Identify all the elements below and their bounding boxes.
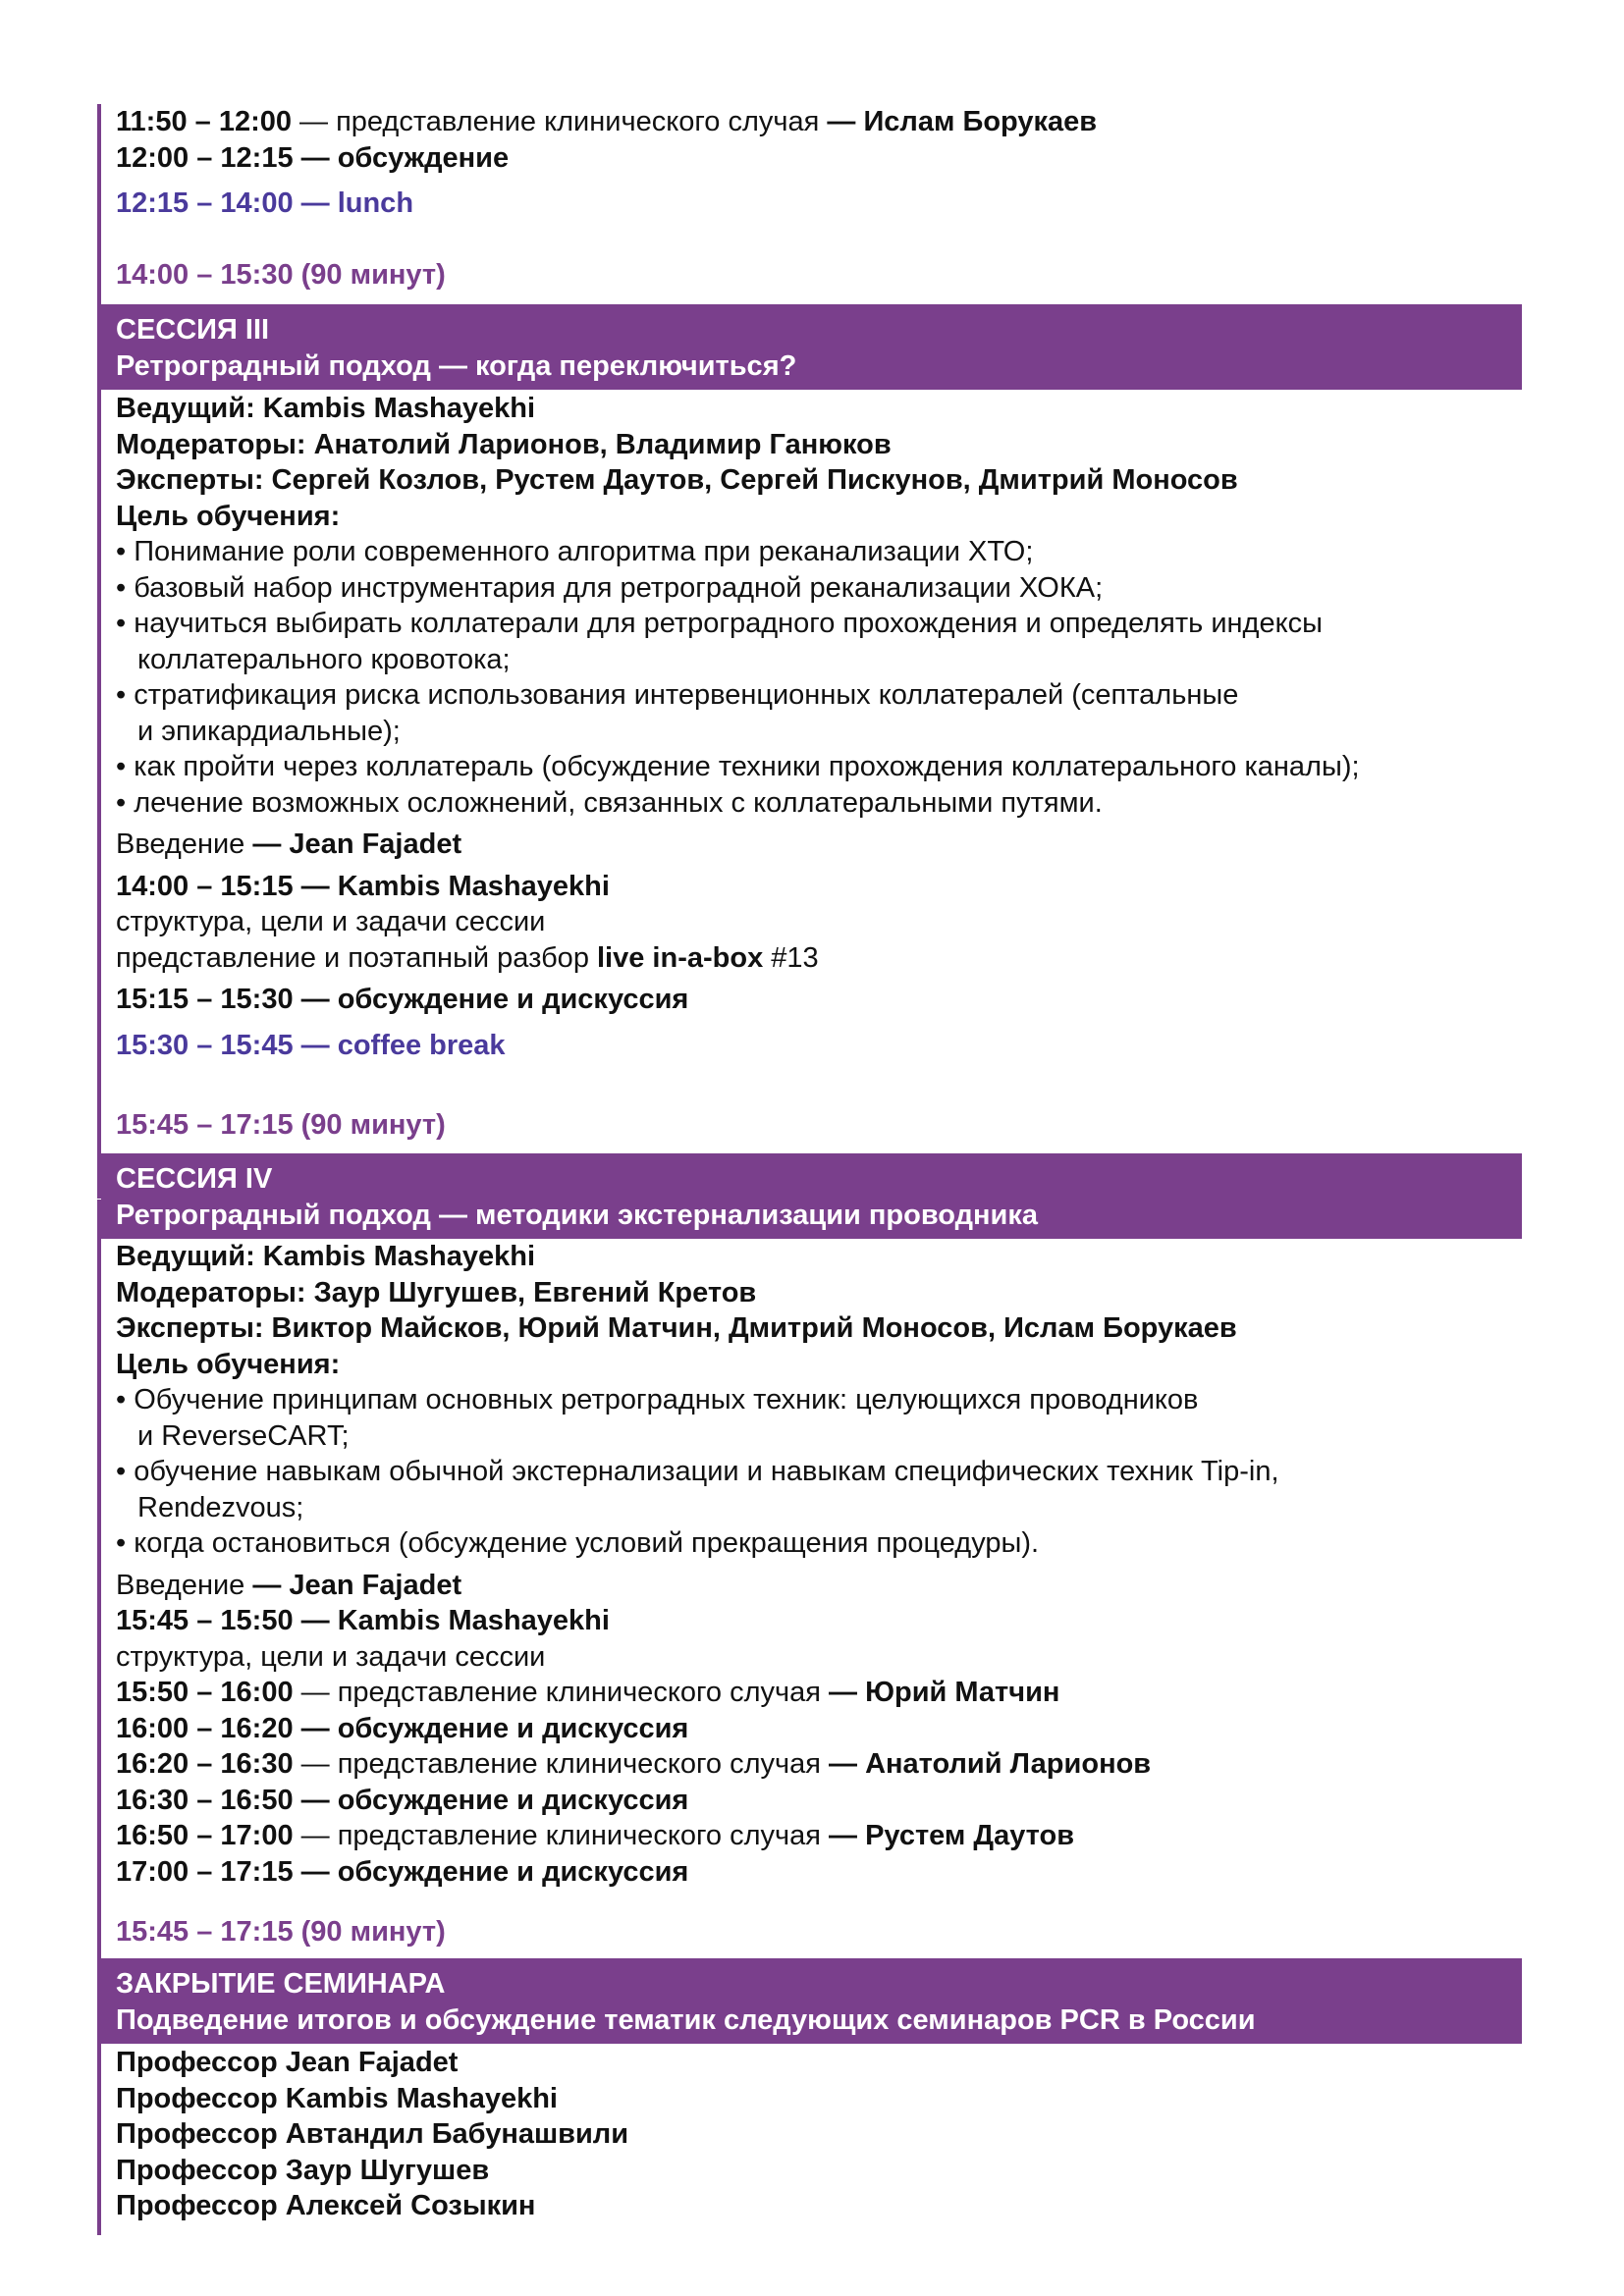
intro-speaker: — Jean Fajadet [252, 828, 462, 860]
intro-label: Введение [116, 1569, 253, 1601]
session-lead: Ведущий: Kambis Mashayekhi [116, 393, 536, 424]
professor-name: Профессор Автандил Бабунашвили [116, 2118, 629, 2150]
goal-bullet: • лечение возможных осложнений, связанных с коллатеральными путями. [116, 786, 1103, 819]
slot-speaker: — Юрий Матчин [829, 1677, 1060, 1708]
slot-speaker: — Рустем Даутов [829, 1820, 1075, 1851]
desc-text: представление и поэтапный разбор [116, 941, 597, 974]
session-4-time: 15:45 – 17:15 (90 минут) [116, 1109, 446, 1141]
top-agenda [116, 104, 1522, 222]
goal-bullet: • когда остановиться (обсуждение условий прекращения процедуры). [116, 1527, 1040, 1559]
desc-bold: live in-a-box [597, 941, 764, 974]
intro-label: Введение [116, 828, 253, 860]
agenda-slot: 16:00 – 16:20 — обсуждение и дискуссия [116, 1712, 689, 1744]
goal-label: Цель обучения: [116, 500, 341, 532]
session-4-body [116, 1239, 1522, 1890]
goal-bullet: и эпикардиальные); [137, 715, 401, 747]
professor-name: Профессор Заур Шугушев [116, 2154, 490, 2186]
closing-body [116, 2045, 1522, 2224]
goal-bullet: коллатерального кровотока; [137, 643, 511, 675]
session-3-banner [101, 304, 1522, 390]
agenda-slot: 14:00 – 15:15 — Kambis Mashayekhi [116, 870, 610, 902]
goal-bullet: • как пройти через коллатераль (обсуждение техники прохождения коллатерального каналы); [116, 751, 1360, 782]
agenda-slot [116, 1675, 1522, 1711]
session-subtitle: Ретроградный подход — когда переключиться? [116, 349, 797, 382]
session-experts: Эксперты: Сергей Козлов, Рустем Даутов, Сергей Пискунов, Дмитрий Моносов [116, 464, 1238, 496]
goal-bullet: • обучение навыкам обычной экстернализации и навыкам специфических техник Tip-in, [116, 1456, 1279, 1487]
session-title: СЕССИЯ III [116, 314, 270, 346]
agenda-slot: 15:45 – 15:50 — Kambis Mashayekhi [116, 1605, 610, 1636]
session-lead: Ведущий: Kambis Mashayekhi [116, 1241, 536, 1272]
goal-bullet: • стратификация риска использования интервенционных коллатералей (септальные [116, 679, 1239, 711]
slot-time: 12:00 – 12:15 [116, 141, 294, 174]
slot-time: 16:20 – 16:30 [116, 1748, 294, 1780]
goal-bullet: • научиться выбирать коллатерали для ретроградного прохождения и определять индексы [116, 608, 1323, 639]
goal-bullet: • Понимание роли современного алгоритма при реканализации ХТО; [116, 536, 1034, 567]
professor-name: Профессор Алексей Созыкин [116, 2190, 536, 2221]
slot-text: — обсуждение [293, 141, 510, 174]
agenda-slot: 16:30 – 16:50 — обсуждение и дискуссия [116, 1784, 689, 1816]
session-title: ЗАКРЫТИЕ СЕМИНАРА [116, 1968, 446, 2000]
goal-bullet: • Обучение принципам основных ретроградных техник: целующихся проводников [116, 1384, 1199, 1415]
session-3-body [116, 391, 1522, 1063]
slot-time: 16:50 – 17:00 [116, 1820, 294, 1851]
session-intro [116, 1568, 1522, 1604]
slot-text: — представление клинического случая [293, 1748, 830, 1780]
goal-bullet: и ReverseCART; [137, 1419, 350, 1452]
agenda-slot [116, 1818, 1522, 1854]
coffee-break: 15:30 – 15:45 — coffee break [116, 1029, 506, 1061]
intro-speaker: — Jean Fajadet [252, 1569, 462, 1601]
agenda-slot-desc: структура, цели и задачи сессии [116, 1640, 546, 1673]
agenda-slot-desc [116, 940, 1522, 977]
slot-speaker: — Ислам Борукаев [827, 106, 1098, 137]
agenda-slot: 17:00 – 17:15 — обсуждение и дискуссия [116, 1855, 689, 1888]
desc-text: #13 [763, 941, 819, 974]
agenda-slot [116, 1746, 1522, 1783]
session-subtitle: Подведение итогов и обсуждение тематик следующих семинаров PCR в России [116, 2003, 1256, 2036]
session-intro [116, 827, 1522, 863]
agenda-line [116, 140, 1522, 177]
agenda-slot-desc: структура, цели и задачи сессии [116, 906, 546, 937]
left-rail [97, 1200, 101, 2235]
session-4-banner [101, 1153, 1522, 1239]
closing-banner [101, 1958, 1522, 2044]
session-experts: Эксперты: Виктор Майсков, Юрий Матчин, Дмитрий Моносов, Ислам Борукаев [116, 1312, 1237, 1344]
goal-label: Цель обучения: [116, 1348, 341, 1380]
professor-name: Профессор Kambis Mashayekhi [116, 2082, 558, 2114]
slot-time: 15:50 – 16:00 [116, 1677, 294, 1708]
agenda-line [116, 104, 1522, 140]
slot-text: — представление клинического случая [293, 1820, 830, 1851]
slot-speaker: — Анатолий Ларионов [829, 1748, 1152, 1780]
session-subtitle: Ретроградный подход — методики экстернализации проводника [116, 1199, 1039, 1231]
slot-text: — представление клинического случая [293, 1677, 830, 1708]
professor-name: Профессор Jean Fajadet [116, 2047, 459, 2078]
agenda-slot: 15:15 – 15:30 — обсуждение и дискуссия [116, 984, 689, 1015]
session-title: СЕССИЯ IV [116, 1163, 273, 1195]
slot-time: 11:50 – 12:00 [116, 106, 292, 137]
session-moderators: Модераторы: Заур Шугушев, Евгений Кретов [116, 1276, 757, 1308]
slot-text: — представление клинического случая [291, 106, 828, 137]
left-rail [97, 104, 101, 1199]
session-3-time: 14:00 – 15:30 (90 минут) [116, 259, 446, 291]
session-moderators: Модераторы: Анатолий Ларионов, Владимир Ганюков [116, 428, 892, 460]
closing-time: 15:45 – 17:15 (90 минут) [116, 1916, 446, 1948]
lunch-break: 12:15 – 14:00 — lunch [116, 187, 414, 219]
goal-bullet: Rendezvous; [137, 1491, 304, 1523]
goal-bullet: • базовый набор инструментария для ретроградной реканализации ХОКА; [116, 571, 1104, 604]
